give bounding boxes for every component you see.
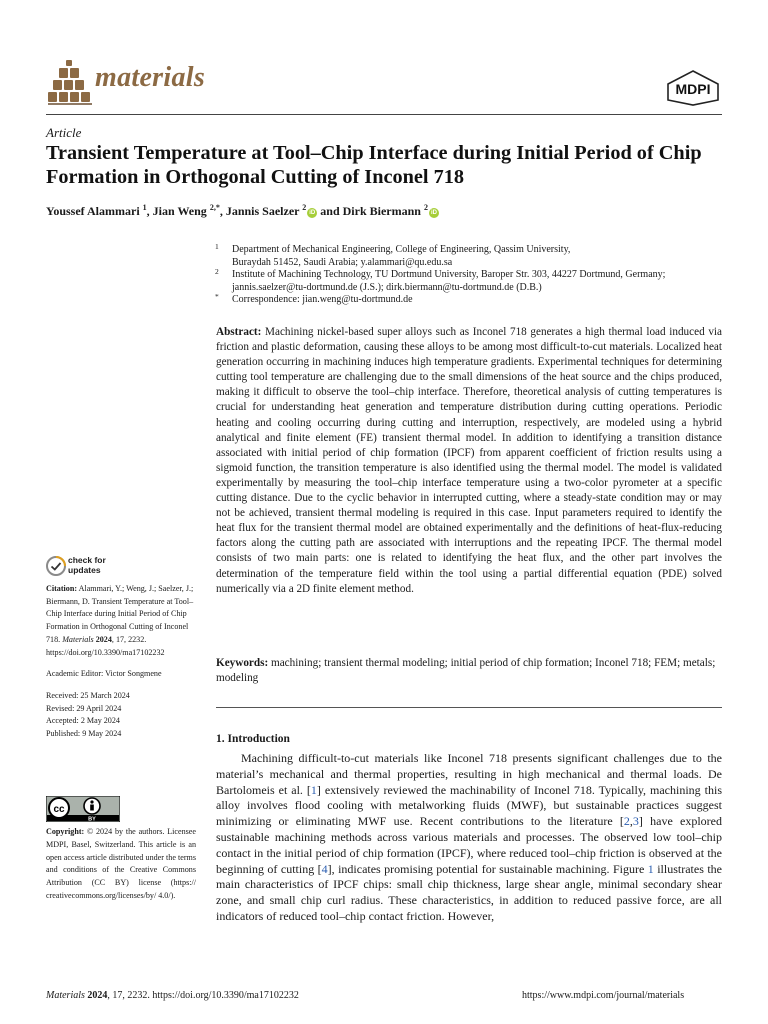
- header-divider: [46, 114, 722, 115]
- intro-text: Machining difficult-to-cut materials like Inconel 718 presents significant challenges due to the material’s mechanical and thermal properties, resulting in high mechanical and thermal loads. De Bartolomeis et al. [: [216, 751, 722, 797]
- citation-journal: Materials: [62, 634, 94, 644]
- affiliation-mark: 2: [215, 267, 219, 277]
- footer-journal-url[interactable]: https://www.mdpi.com/journal/materials: [522, 990, 685, 1001]
- author-separator: ,: [219, 204, 226, 218]
- citation-year: 2024: [93, 634, 112, 644]
- check-updates-line-1: check for: [68, 555, 106, 565]
- section-heading-introduction: 1. Introduction: [216, 733, 290, 745]
- check-updates-line-2: updates: [68, 564, 101, 575]
- publication-dates: [46, 690, 196, 741]
- svg-text:BY: BY: [88, 816, 96, 822]
- orcid-icon[interactable]: iD: [309, 210, 316, 216]
- citation-doi[interactable]: , 17, 2232. https://doi.org/10.3390/ma17102232: [46, 634, 165, 657]
- author-separator: and: [317, 204, 343, 218]
- keywords-text: machining; transient thermal modeling; initial period of chip formation; Inconel 718; FEM; metals; modeling: [216, 657, 716, 685]
- reference-link[interactable]: 1: [647, 861, 654, 876]
- author-affiliation-mark: 2: [302, 203, 307, 212]
- abstract-text: Machining nickel-based super alloys such as Inconel 718 generates a high thermal load induced via friction and plastic deformation, causing these alloys to be among most difficult-to-cut materials. Localized heat generation occurring in machining induces high temperature gradients. Experimental techniques for determining cutting tool temperature are challenging due to the small dimensions of the heat source and the chips produced, making it difficult to observe the tool–chip interface. Therefore, theoretical analysis of cutting temperatures is crucial for understanding heat generation and temperature distribution during cutting operations. Periodic heating and cooling occurring during cutting and interruption, respectively, are modeled using a hybrid analytical and finite element (FE) transient thermal model. In addition to identifying a transition distance associated with initial period of chip formation (IPCF) from apparent coefficient of friction results using a sigmoid function, the transition temperature is also identified using the thermal model. The model is validated experimentally by measuring the tool–chip interface temperature using a two-color pyrometer at a specific cutting distance. Due to the cyclic behavior in interrupted cutting, where a steady-state condition may or may not be achieved, transient thermal modeling is required in this case. Input parameters required to identify the heat flux for the transient thermal model are obtained experimentally and the definitions of heat-flux-reducing factors along the cutting path are associated with interruptions and the repeating IPCF. The thermal model consists of two main parts: one is related to identifying the heat flux, and the other part involves the determination of the temperature field within the tool using a partial differential equation (PDE) solved numerically via a 2D finite element method.: [216, 326, 723, 595]
- author-separator: ,: [146, 204, 153, 218]
- author-affiliation-mark: 2,*: [209, 203, 220, 212]
- check-for-updates-link[interactable]: [68, 556, 106, 575]
- reference-link[interactable]: 1: [310, 782, 317, 797]
- academic-editor: Academic Editor: Victor Songmene: [46, 669, 162, 679]
- footer-year: 2024: [84, 990, 108, 1001]
- affiliation-item: [212, 269, 732, 294]
- date-received: Received: 25 March 2024: [46, 690, 130, 700]
- article-sidebar: [46, 583, 196, 750]
- reference-link[interactable]: 4: [321, 861, 328, 876]
- article-type-label: Article: [46, 125, 82, 140]
- citation-block: [46, 583, 196, 659]
- check-for-updates-icon[interactable]: [46, 556, 66, 576]
- cc-by-license-badge[interactable]: [46, 796, 120, 822]
- abstract: [216, 325, 722, 597]
- intro-text: ] have explored sustainable machining methods across various materials and processes. The observed low tool–chip contact in the initial period of chip formation (IPCF), where reduced tool–chip friction is observed at the beginning of cutting [: [216, 814, 722, 876]
- abstract-label: Abstract:: [216, 326, 262, 338]
- reference-link[interactable]: 2: [623, 814, 630, 829]
- author-name: Jannis Saelzer: [225, 204, 303, 218]
- affiliations: [212, 244, 732, 307]
- footer-doi[interactable]: , 17, 2232. https://doi.org/10.3390/ma17102232: [107, 990, 299, 1001]
- affiliation-line: Buraydah 51452, Saudi Arabia; y.alammari@qu.edu.sa: [232, 256, 453, 268]
- intro-text: ,: [629, 814, 633, 829]
- intro-text: ] extensively reviewed the machinability of Inconel 718. Typically, machining this alloy involves flood cooling with metalworking fluids (MWF), but sustainable practices suggest minimizing or eliminating MWF use. Recent contributions to the literature [: [216, 782, 722, 829]
- footer-citation: [46, 990, 299, 1001]
- affiliation-line: Department of Mechanical Engineering, College of Engineering, Qassim University,: [232, 244, 571, 255]
- citation-label: Citation:: [46, 584, 78, 593]
- keywords-label: Keywords:: [216, 657, 269, 669]
- section-divider: [216, 707, 722, 708]
- paper-title: Transient Temperature at Tool–Chip Interface during Initial Period of Chip Formation in Orthogonal Cutting of Inconel 718: [46, 142, 702, 188]
- citation-text: Alammari, Y.; Weng, J.; Saelzer, J.; Biermann, D. Transient Temperature at Tool–Chip Interface during Initial Period of Chip Formation in Orthogonal Cutting of Inconel 718.: [46, 584, 194, 644]
- date-revised: Revised: 29 April 2024: [46, 703, 122, 713]
- orcid-icon[interactable]: iD: [430, 210, 437, 216]
- author-affiliation-mark: 1: [142, 203, 147, 212]
- materials-logo: [46, 60, 94, 106]
- affiliation-mark: *: [215, 292, 219, 302]
- reference-link[interactable]: 3: [632, 814, 639, 829]
- affiliation-mark: 1: [215, 242, 219, 251]
- author-affiliation-mark: 2: [423, 203, 428, 212]
- affiliation-line: Correspondence: jian.weng@tu-dortmund.de: [232, 294, 413, 306]
- author-name: Jian Weng: [152, 204, 210, 218]
- author-list: [46, 203, 439, 219]
- affiliation-line: jannis.saelzer@tu-dortmund.de (J.S.); dirk.biermann@tu-dortmund.de (D.B.): [232, 281, 542, 293]
- copyright-notice: [46, 826, 196, 903]
- footer-journal: Materials: [46, 990, 85, 1001]
- affiliation-line: Institute of Machining Technology, TU Dortmund University, Baroper Str. 303, 44227 Dortmund, Germany;: [232, 269, 666, 281]
- author-name: Dirk Biermann: [342, 204, 424, 218]
- affiliation-item: [212, 244, 732, 269]
- date-accepted: Accepted: 2 May 2024: [46, 716, 120, 726]
- intro-text: illustrates the main characteristics of IPCF chips: small chip thickness, large shear angle, minimal secondary shear zone, and small chip curl radius. These characteristics, in addition to reduced passive force, are all indicators of reduced tool–chip contact friction. However,: [216, 861, 722, 923]
- svg-text:cc: cc: [53, 804, 65, 815]
- keywords: [216, 656, 722, 686]
- author-name: Youssef Alammari: [46, 204, 143, 218]
- date-published: Published: 9 May 2024: [46, 729, 122, 739]
- mdpi-logo: [666, 70, 720, 106]
- intro-text: ], indicates promising potential for sustainable machining. Figure: [327, 861, 648, 876]
- journal-name: materials: [95, 62, 206, 93]
- copyright-text: © 2024 by the authors. Licensee MDPI, Basel, Switzerland. This article is an open access article distributed under the terms and conditions of the Creative Commons Attribution (CC BY) license (https:// creativecommons.org/licenses/by/ 4.0/).: [46, 827, 196, 900]
- introduction-paragraph: [216, 751, 722, 925]
- svg-text:MDPI: MDPI: [675, 81, 711, 97]
- copyright-label: Copyright:: [46, 827, 85, 836]
- affiliation-item: [212, 294, 732, 307]
